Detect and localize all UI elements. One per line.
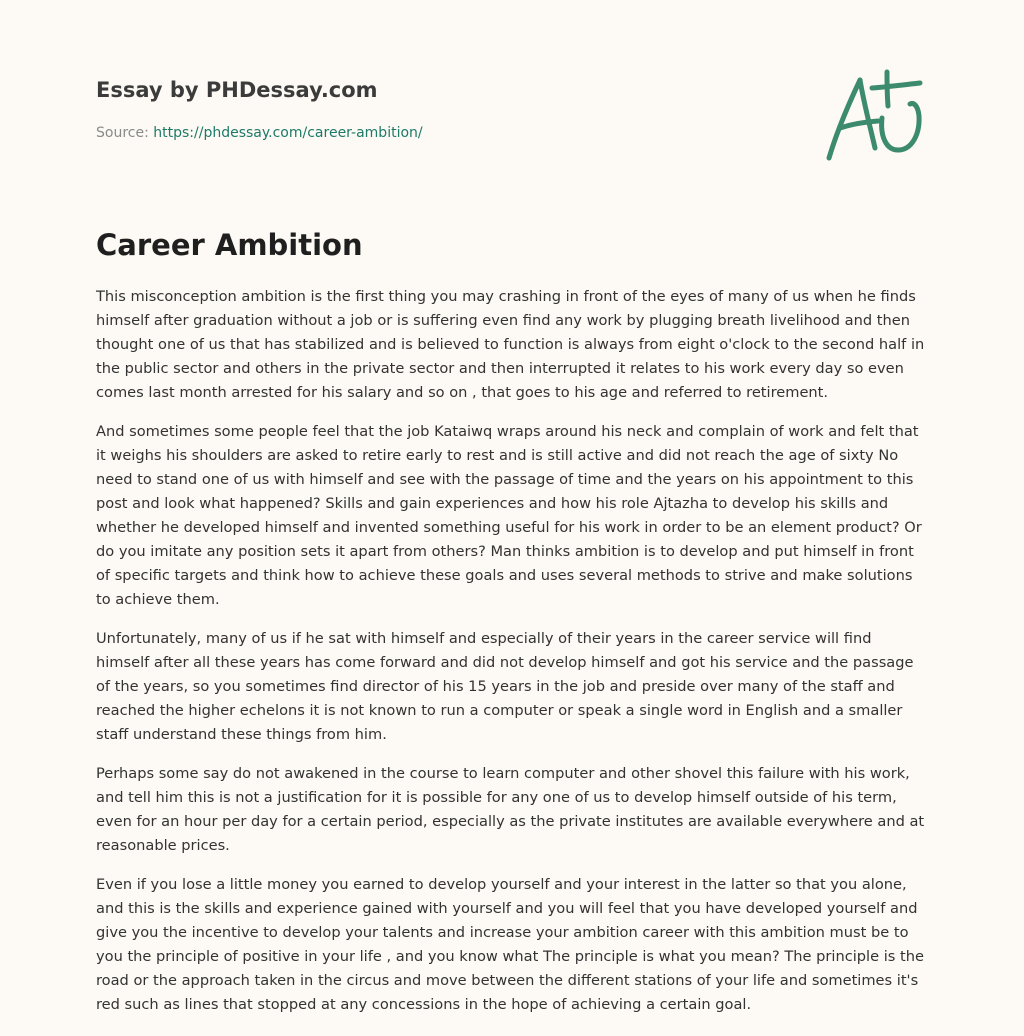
essay-body <box>96 285 928 1032</box>
essay-paragraph: Even if you lose a little money you earned to develop yourself and your interest in the latter so that you alone, and this is the skills and experience gained with yourself and you will feel that you have developed yourself and give you the incentive to develop your talents and increase your ambition career with this ambition must be to you the principle of positive in your life , and you know what The principle is what you mean? The principle is the road or the approach taken in the circus and move between the different stations of your life and sometimes it's red such as lines that stopped at any concessions in the hope of achieving a certain goal. <box>96 876 924 1013</box>
essay-paragraph: Perhaps some say do not awakened in the course to learn computer and other shovel this failure with his work, and tell him this is not a justification for it is possible for any one of us to develop himself outside of his term, even for an hour per day for a certain period, especially as the private institutes are available everywhere and at reasonable prices. <box>96 765 925 854</box>
a-plus-logo-icon <box>820 66 930 166</box>
site-title: Essay by PHDessay.com <box>96 78 378 102</box>
source-link[interactable]: https://phdessay.com/career-ambition/ <box>153 125 423 141</box>
essay-paragraph: And sometimes some people feel that the job Kataiwq wraps around his neck and complain of work and felt that it weighs his shoulders are asked to retire early to rest and is still active and did not reach the age of sixty No need to stand one of us with himself and see with the passage of time and the years on his appointment to this post and look what happened? Skills and gain experiences and how his role Ajtazha to develop his skills and whether he developed himself and invented something useful for his work in order to be an element product? Or do you imitate any position sets it apart from others? Man thinks ambition is to develop and put himself in front of specific targets and think how to achieve these goals and uses several methods to strive and make solutions to achieve them. <box>96 423 922 608</box>
essay-title: Career Ambition <box>96 228 363 262</box>
essay-paragraph: This misconception ambition is the first thing you may crashing in front of the eyes of many of us when he finds himself after graduation without a job or is suffering even find any work by plugging breath livelihood and then thought one of us that has stabilized and is believed to function is always from eight o'clock to the second half in the public sector and others in the private sector and then interrupted it relates to his work every day so even comes last month arrested for his salary and so on , that goes to his age and referred to retirement. <box>96 288 925 401</box>
source-line <box>96 123 423 143</box>
source-label: Source: <box>96 125 154 141</box>
essay-paragraph: Unfortunately, many of us if he sat with himself and especially of their years in the career service will find himself after all these years has come forward and did not develop himself and got his service and the passage of the years, so you sometimes find director of his 15 years in the job and preside over many of the staff and reached the higher echelons it is not known to run a computer or speak a single word in English and a smaller staff understand these things from him. <box>96 630 914 743</box>
